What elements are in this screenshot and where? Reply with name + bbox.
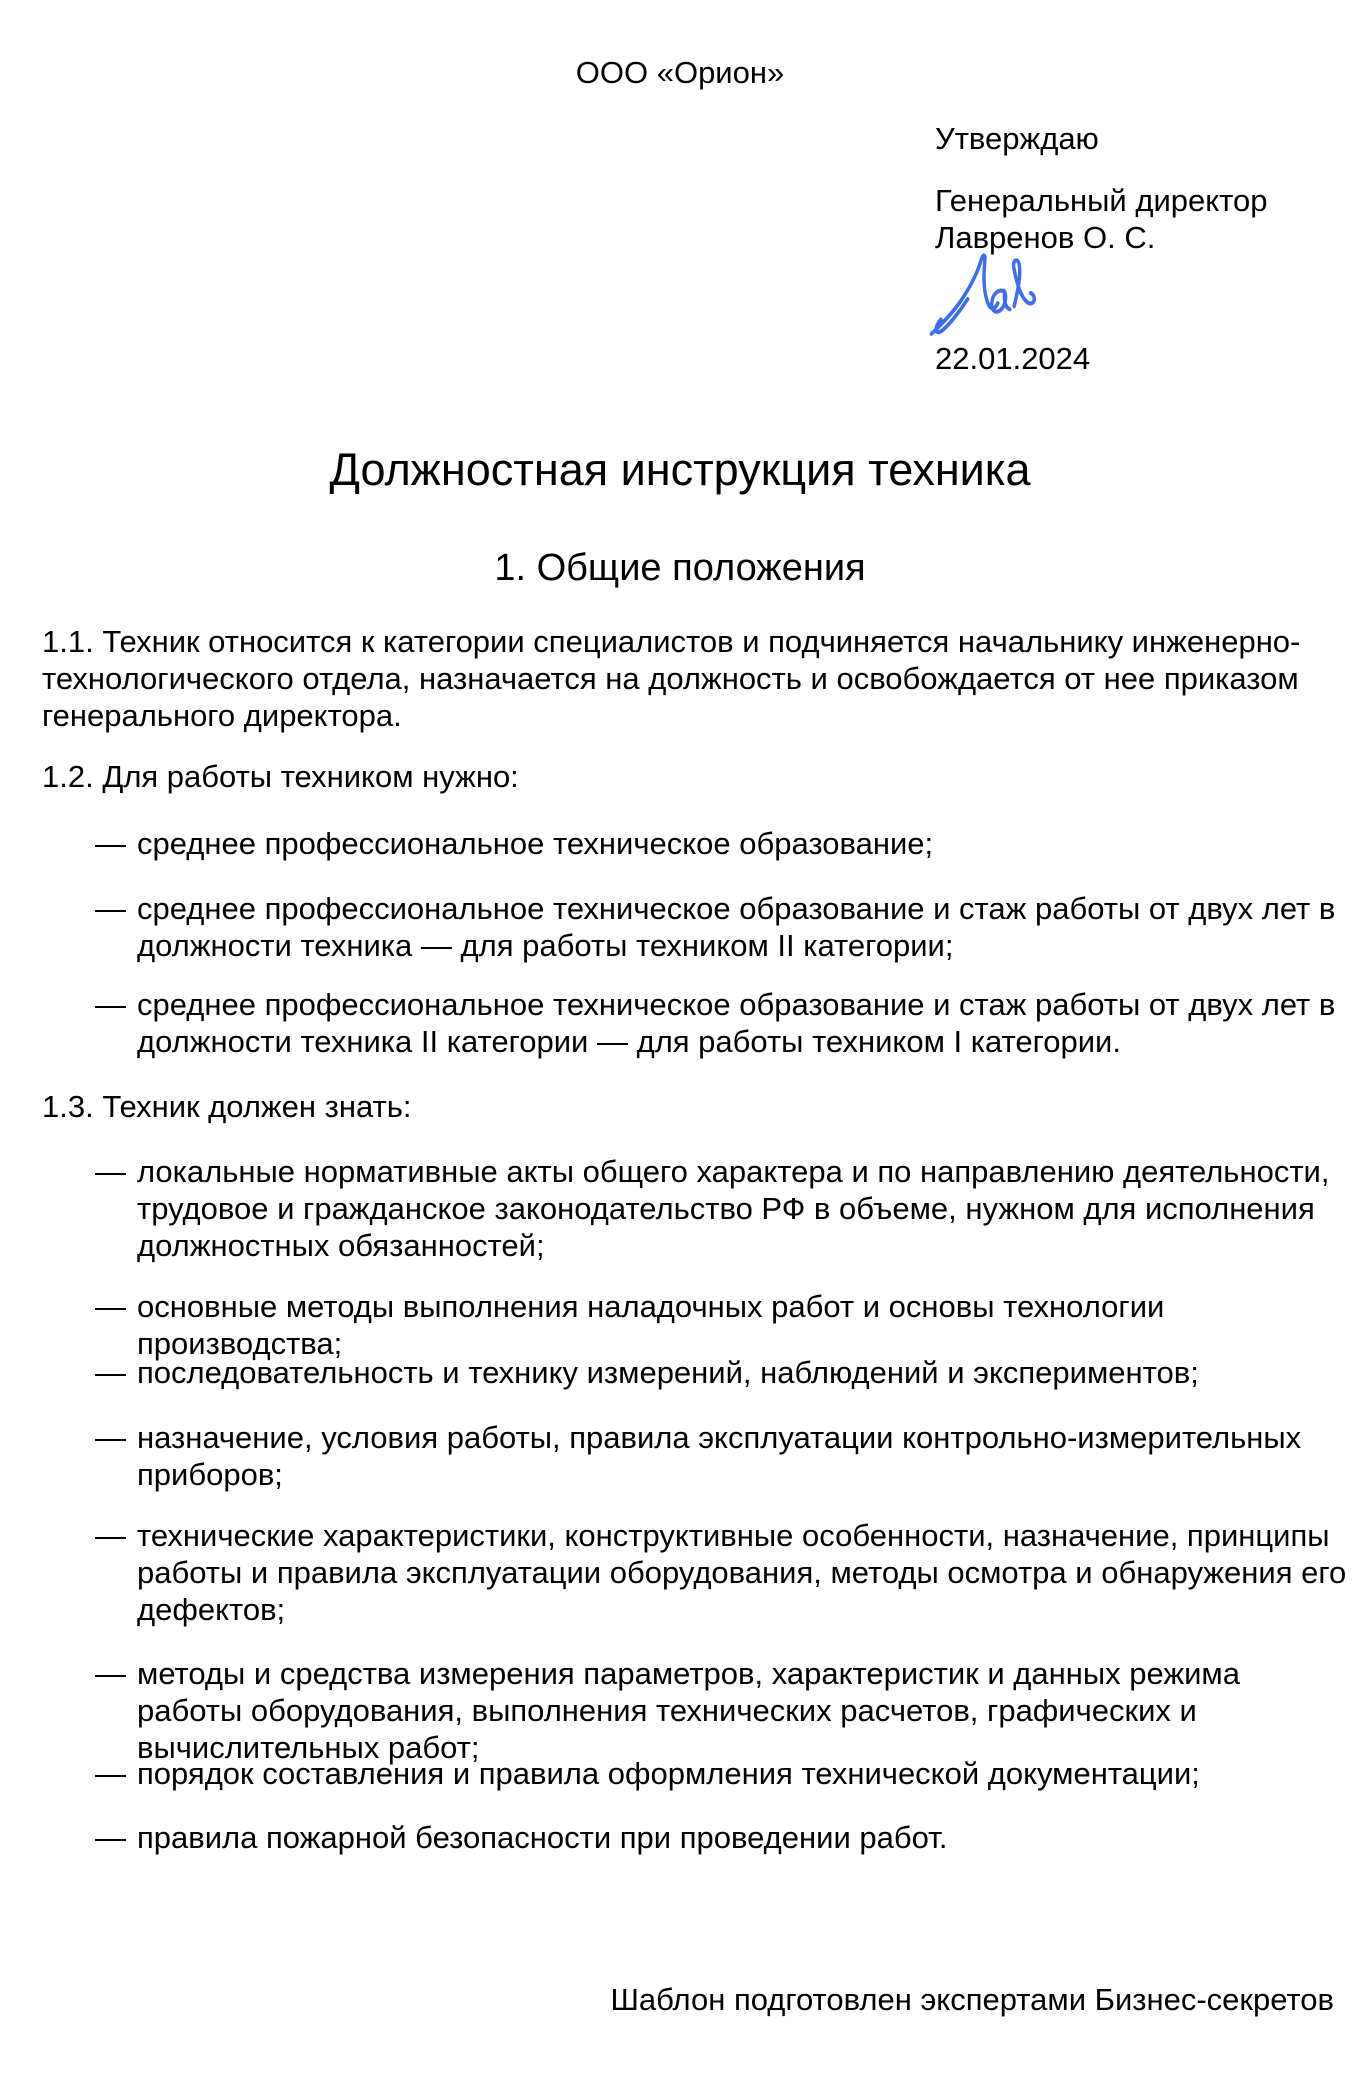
list-item: [95, 890, 1347, 964]
list-item: [95, 1354, 1347, 1391]
list-item-text: среднее профессиональное техническое образование и стаж работы от двух лет в должности техника II категории — для работы техником I категории.: [137, 987, 1336, 1059]
template-credit-footer: Шаблон подготовлен экспертами Бизнес-секретов: [610, 1982, 1334, 2017]
bullet-dash: —: [95, 1656, 126, 1691]
signature-image: [928, 250, 1040, 342]
approval-signer-block: [935, 182, 1268, 256]
document-title: Должностная инструкция техника: [329, 444, 1031, 495]
list-item-text: порядок составления и правила оформления технической документации;: [137, 1756, 1200, 1791]
list-item-text: правила пожарной безопасности при проведении работ.: [137, 1820, 948, 1855]
list-item-text: методы и средства измерения параметров, характеристик и данных режима работы оборудования, выполнения технических расчетов, графических и вычислительных работ;: [137, 1656, 1240, 1765]
bullet-dash: —: [95, 987, 126, 1022]
director-title: Генеральный директор: [935, 183, 1268, 218]
list-item-text: технические характеристики, конструктивные особенности, назначение, принципы работы и правила эксплуатации оборудования, методы осмотра и обнаружения его дефектов;: [137, 1518, 1347, 1627]
list-item: [95, 1419, 1347, 1493]
bullet-dash: —: [95, 1154, 126, 1189]
list-item-text: среднее профессиональное техническое образование;: [137, 826, 934, 861]
paragraph-1-2: 1.2. Для работы техником нужно:: [42, 759, 519, 794]
bullet-dash: —: [95, 1355, 126, 1390]
bullet-dash: —: [95, 1820, 126, 1855]
list-item: [95, 1517, 1347, 1628]
company-name: ООО «Орион»: [575, 55, 785, 90]
signature-stroke: [1014, 260, 1035, 306]
bullet-dash: —: [95, 1518, 126, 1553]
list-item-text: назначение, условия работы, правила эксплуатации контрольно-измерительных приборов;: [137, 1420, 1302, 1492]
bullet-dash: —: [95, 891, 126, 926]
bullet-dash: —: [95, 1420, 126, 1455]
approval-date: 22.01.2024: [935, 341, 1091, 376]
list-item: [95, 825, 1347, 862]
list-item-text: последовательность и технику измерений, наблюдений и экспериментов;: [137, 1355, 1199, 1390]
list-item-text: среднее профессиональное техническое образование и стаж работы от двух лет в должности техника — для работы техником II категории;: [137, 891, 1336, 963]
list-item: [95, 1288, 1347, 1362]
director-name: Лавренов О. С.: [935, 220, 1156, 255]
list-item: [95, 1655, 1347, 1766]
approval-label: Утверждаю: [935, 121, 1099, 156]
bullet-dash: —: [95, 1756, 126, 1791]
signature-stroke: [931, 255, 997, 333]
list-item: [95, 1819, 1347, 1856]
list-item: [95, 1755, 1347, 1792]
signature-stroke: [936, 299, 967, 332]
paragraph-1-1: 1.1. Техник относится к категории специалистов и подчиняется начальнику инженерно-технологического отдела, назначается на должность и освобождается от нее приказом генерального директора.: [42, 624, 1301, 733]
list-item: [95, 1153, 1347, 1264]
list-item-text: основные методы выполнения наладочных работ и основы технологии производства;: [137, 1289, 1165, 1361]
list-item-text: локальные нормативные акты общего характера и по направлению деятельности, трудовое и гражданское законодательство РФ в объеме, нужном для исполнения должностных обязанностей;: [137, 1154, 1330, 1263]
paragraph-1-3: 1.3. Техник должен знать:: [42, 1089, 412, 1124]
bullet-dash: —: [95, 826, 126, 861]
bullet-dash: —: [95, 1289, 126, 1324]
section-heading: 1. Общие положения: [494, 547, 866, 589]
list-item: [95, 986, 1347, 1060]
